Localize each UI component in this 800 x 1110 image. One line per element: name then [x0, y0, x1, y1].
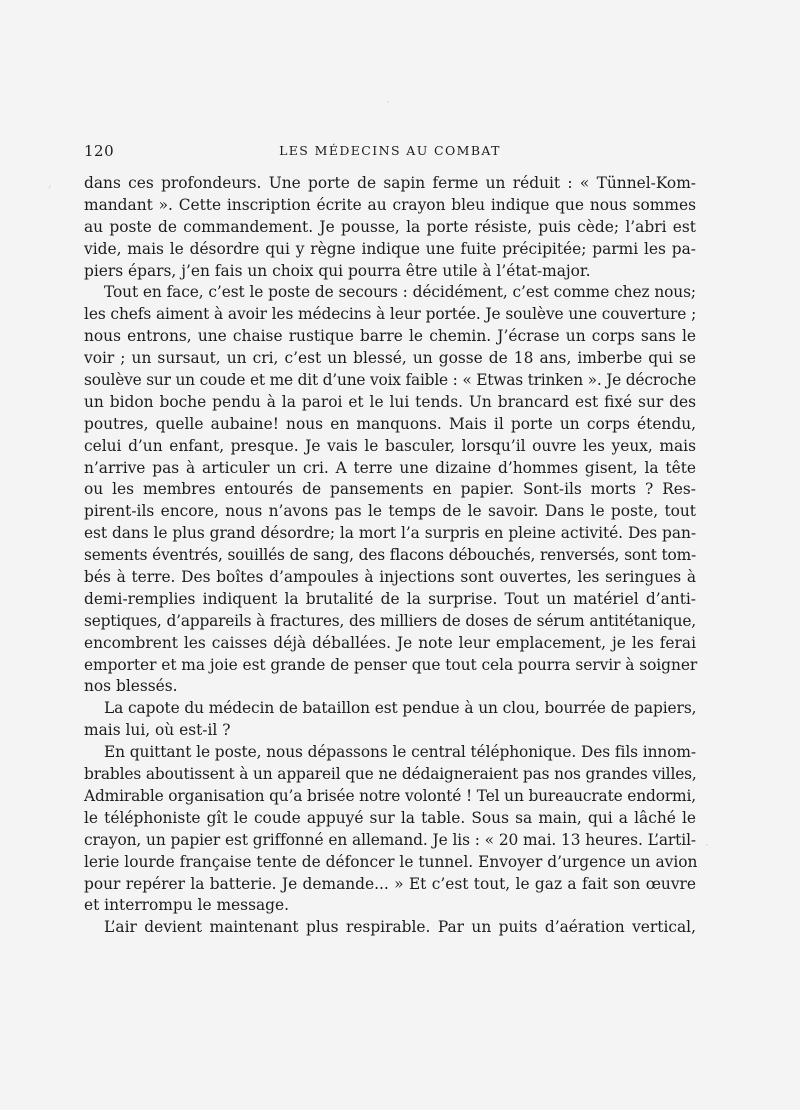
page-number: 120: [84, 142, 115, 160]
text-line: dans ces profondeurs. Une porte de sapin ferme un réduit : « Tünnel-Kom-: [84, 174, 696, 192]
text-line: soulève sur un coude et me dit d’une voix faible : « Etwas trinken ». Je décroche: [84, 371, 697, 390]
body-text: [84, 173, 696, 939]
text-line: pirent-ils encore, nous n’avons pas le temps de le savoir. Dans le poste, tout: [84, 502, 696, 521]
text-line: mais lui, où est-il ?: [84, 721, 231, 740]
text-line: et interrompu le message.: [84, 896, 289, 915]
text-line: crayon, un papier est griffonné en allemand. Je lis : « 20 mai. 13 heures. L’artil-: [84, 830, 696, 849]
text-line: ou les membres entourés de pansements en papier. Sont-ils morts ? Res-: [84, 480, 696, 499]
text-line: bés à terre. Des boîtes d’ampoules à injections sont ouvertes, les seringues à: [84, 568, 696, 587]
text-line: est dans le plus grand désordre; la mort l’a surpris en pleine activité. Des pan-: [84, 524, 696, 543]
paragraph-start: L’air devient maintenant plus respirable. Par un puits d’aération vertical,: [104, 918, 696, 937]
text-line: mandant ». Cette inscription écrite au crayon bleu indique que nous sommes: [84, 195, 696, 214]
text-line: pour repérer la batterie. Je demande... » Et c’est tout, le gaz a fait son œuvre: [84, 874, 696, 893]
text-line: le téléphoniste gît le coude appuyé sur la table. Sous sa main, qui a lâché le: [84, 808, 696, 827]
text-line: Admirable organisation qu’a brisée notre volonté ! Tel un bureaucrate endormi,: [84, 786, 697, 805]
text-line: nos blessés.: [84, 677, 178, 696]
text-line: piers épars, j’en fais un choix qui pourra être utile à l’état-major.: [84, 261, 591, 280]
paragraph-start: Tout en face, c’est le poste de secours : décidément, c’est comme chez nous;: [104, 283, 696, 302]
text-line: au poste de commandement. Je pousse, la porte résiste, puis cède; l’abri est: [84, 217, 696, 236]
text-line: encombrent les caisses déjà déballées. Je note leur emplacement, je les ferai: [84, 633, 696, 652]
text-line: poutres, quelle aubaine! nous en manquons. Mais il porte un corps étendu,: [84, 414, 696, 433]
bleed-through-mark: ,: [48, 176, 52, 190]
text-line: nous entrons, une chaise rustique barre le chemin. J’écrase un corps sans le: [84, 327, 696, 346]
bleed-through-mark: ·: [386, 95, 390, 109]
text-line: vide, mais le désordre qui y règne indique une fuite précipitée; parmi les pa-: [84, 239, 696, 258]
text-line: septiques, d’appareils à fractures, des milliers de doses de sérum antitétanique,: [84, 611, 696, 630]
text-line: emporter et ma joie est grande de penser que tout cela pourra servir à soigner: [84, 655, 698, 674]
text-line: voir ; un sursaut, un cri, c’est un blessé, un gosse de 18 ans, imberbe qui se: [84, 349, 696, 368]
page-header: [84, 142, 696, 164]
text-line: celui d’un enfant, presque. Je vais le basculer, lorsqu’il ouvre les yeux, mais: [84, 436, 696, 455]
running-title: LES MÉDECINS AU COMBAT: [279, 143, 501, 158]
text-line: un bidon boche pendu à la paroi et le lui tends. Un brancard est fixé sur des: [84, 392, 696, 411]
text-line: sements éventrés, souillés de sang, des flacons débouchés, renversés, sont tom-: [84, 546, 696, 565]
paragraph-start: En quittant le poste, nous dépassons le central téléphonique. Des fils innom-: [104, 743, 696, 762]
text-line: n’arrive pas à articuler un cri. A terre une dizaine d’hommes gisent, la tête: [84, 458, 696, 477]
bleed-through-mark: ·: [705, 838, 709, 852]
text-line: brables aboutissent à un appareil que ne dédaigneraient pas nos grandes villes,: [84, 765, 697, 784]
text-line: les chefs aiment à avoir les médecins à leur portée. Je soulève une couverture ;: [84, 305, 697, 324]
text-line: demi-remplies indiquent la brutalité de la surprise. Tout un matériel d’anti-: [84, 589, 696, 608]
text-line: lerie lourde française tente de défoncer le tunnel. Envoyer d’urgence un avion: [84, 852, 698, 871]
paragraph-start: La capote du médecin de bataillon est pendue à un clou, bourrée de papiers,: [104, 699, 697, 718]
